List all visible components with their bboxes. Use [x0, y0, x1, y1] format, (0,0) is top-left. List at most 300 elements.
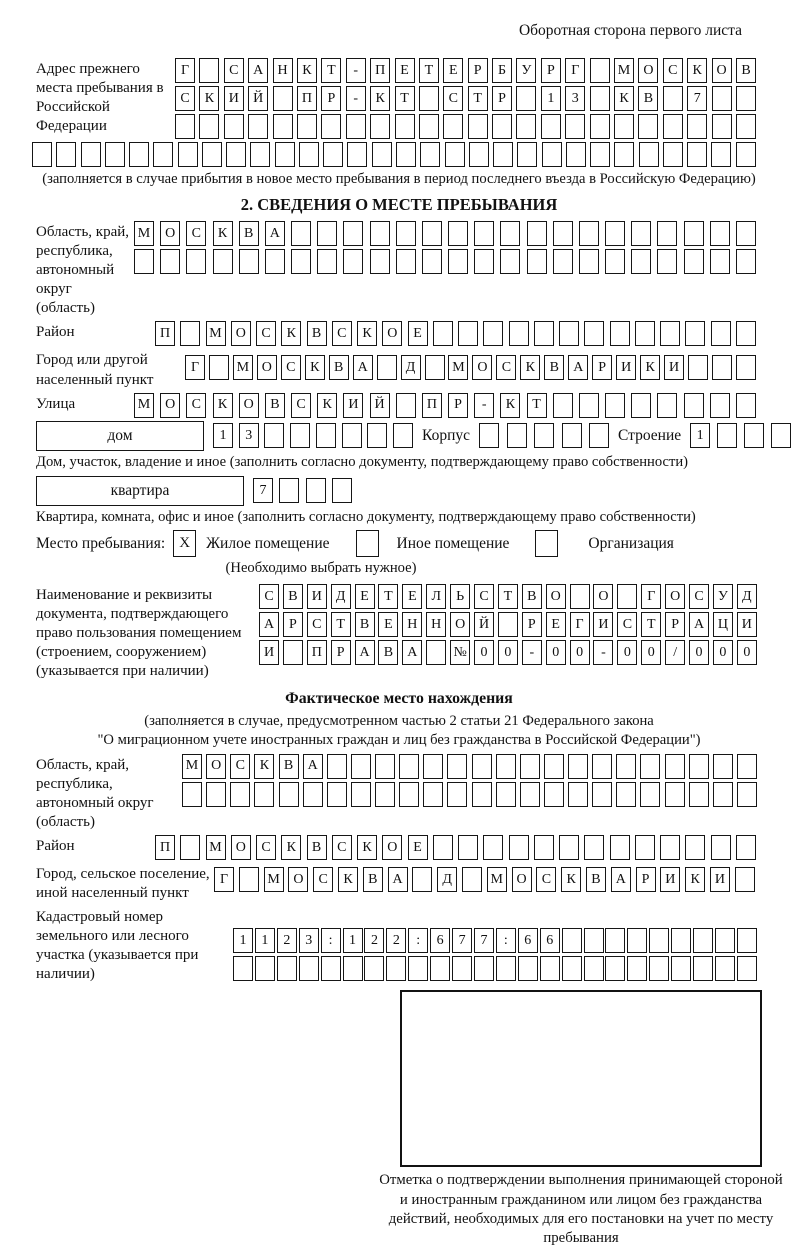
char-cell[interactable]: 0 — [498, 640, 518, 665]
char-cell[interactable] — [737, 928, 757, 953]
char-cell[interactable] — [568, 782, 588, 807]
char-cell[interactable]: В — [363, 867, 383, 892]
char-cell[interactable] — [290, 423, 310, 448]
char-cell[interactable]: А — [259, 612, 279, 637]
char-cell[interactable]: К — [357, 835, 377, 860]
char-cell[interactable] — [396, 221, 416, 246]
char-cell[interactable] — [175, 114, 195, 139]
char-cell[interactable] — [665, 754, 685, 779]
char-cell[interactable]: И — [664, 355, 684, 380]
char-cell[interactable] — [351, 782, 371, 807]
char-cell[interactable] — [445, 142, 465, 167]
char-cell[interactable] — [474, 221, 494, 246]
char-cell[interactable]: : — [321, 928, 341, 953]
char-cell[interactable] — [584, 928, 604, 953]
char-cell[interactable] — [737, 956, 757, 981]
char-cell[interactable] — [520, 782, 540, 807]
char-cell[interactable] — [386, 956, 406, 981]
char-cell[interactable] — [370, 249, 390, 274]
char-cell[interactable]: 0 — [474, 640, 494, 665]
char-cell[interactable]: И — [224, 86, 244, 111]
stay-option-residential-checkbox[interactable] — [173, 530, 196, 557]
char-cell[interactable] — [685, 321, 705, 346]
char-cell[interactable]: К — [687, 58, 707, 83]
char-cell[interactable] — [472, 754, 492, 779]
char-cell[interactable]: М — [134, 393, 154, 418]
char-cell[interactable] — [737, 754, 757, 779]
char-cell[interactable]: 2 — [364, 928, 384, 953]
char-cell[interactable] — [430, 956, 450, 981]
char-cell[interactable] — [458, 321, 478, 346]
char-cell[interactable] — [717, 423, 737, 448]
char-cell[interactable] — [468, 114, 488, 139]
char-cell[interactable] — [590, 114, 610, 139]
char-cell[interactable] — [635, 321, 655, 346]
char-cell[interactable] — [610, 321, 630, 346]
char-cell[interactable]: Т — [527, 393, 547, 418]
char-cell[interactable] — [299, 142, 319, 167]
char-cell[interactable] — [180, 835, 200, 860]
char-cell[interactable] — [616, 782, 636, 807]
char-cell[interactable]: X — [173, 530, 196, 557]
char-cell[interactable] — [317, 221, 337, 246]
char-cell[interactable]: М — [206, 835, 226, 860]
char-cell[interactable] — [507, 423, 527, 448]
char-cell[interactable] — [346, 114, 366, 139]
char-cell[interactable]: С — [259, 584, 279, 609]
char-cell[interactable]: Г — [641, 584, 661, 609]
char-cell[interactable]: О — [382, 835, 402, 860]
char-cell[interactable]: В — [265, 393, 285, 418]
char-cell[interactable]: К — [561, 867, 581, 892]
char-cell[interactable]: А — [689, 612, 709, 637]
char-cell[interactable]: 1 — [690, 423, 710, 448]
char-cell[interactable] — [347, 142, 367, 167]
char-cell[interactable]: Г — [570, 612, 590, 637]
char-cell[interactable]: О — [472, 355, 492, 380]
char-cell[interactable]: Т — [641, 612, 661, 637]
char-cell[interactable] — [279, 478, 299, 503]
char-cell[interactable] — [317, 249, 337, 274]
char-cell[interactable] — [447, 754, 467, 779]
char-cell[interactable]: О — [450, 612, 470, 637]
char-cell[interactable] — [689, 782, 709, 807]
char-cell[interactable]: Н — [426, 612, 446, 637]
char-cell[interactable]: К — [297, 58, 317, 83]
char-cell[interactable]: О — [512, 867, 532, 892]
char-cell[interactable]: Г — [175, 58, 195, 83]
char-cell[interactable]: 6 — [518, 928, 538, 953]
char-cell[interactable]: С — [496, 355, 516, 380]
char-cell[interactable]: Р — [592, 355, 612, 380]
char-cell[interactable]: 1 — [343, 928, 363, 953]
char-cell[interactable]: 0 — [546, 640, 566, 665]
char-cell[interactable]: А — [265, 221, 285, 246]
char-cell[interactable] — [562, 928, 582, 953]
char-cell[interactable] — [541, 114, 561, 139]
char-cell[interactable] — [343, 221, 363, 246]
char-cell[interactable]: М — [182, 754, 202, 779]
char-cell[interactable] — [178, 142, 198, 167]
char-cell[interactable] — [671, 928, 691, 953]
char-cell[interactable]: А — [355, 640, 375, 665]
char-cell[interactable]: В — [307, 321, 327, 346]
char-cell[interactable] — [399, 782, 419, 807]
char-cell[interactable] — [273, 114, 293, 139]
char-cell[interactable]: А — [248, 58, 268, 83]
char-cell[interactable] — [663, 86, 683, 111]
char-cell[interactable] — [462, 867, 482, 892]
char-cell[interactable] — [684, 249, 704, 274]
char-cell[interactable]: 1 — [213, 423, 233, 448]
char-cell[interactable]: К — [281, 835, 301, 860]
char-cell[interactable] — [479, 423, 499, 448]
char-cell[interactable]: К — [520, 355, 540, 380]
char-cell[interactable] — [640, 782, 660, 807]
char-cell[interactable]: А — [568, 355, 588, 380]
char-cell[interactable] — [448, 221, 468, 246]
char-cell[interactable]: С — [224, 58, 244, 83]
char-cell[interactable]: М — [206, 321, 226, 346]
char-cell[interactable] — [688, 355, 708, 380]
char-cell[interactable] — [579, 393, 599, 418]
char-cell[interactable] — [105, 142, 125, 167]
char-cell[interactable] — [534, 321, 554, 346]
char-cell[interactable]: 0 — [737, 640, 757, 665]
char-cell[interactable] — [408, 956, 428, 981]
char-cell[interactable]: В — [638, 86, 658, 111]
char-cell[interactable] — [553, 393, 573, 418]
char-cell[interactable]: В — [522, 584, 542, 609]
char-cell[interactable]: Т — [468, 86, 488, 111]
char-cell[interactable] — [419, 86, 439, 111]
char-cell[interactable] — [736, 321, 756, 346]
char-cell[interactable] — [323, 142, 343, 167]
char-cell[interactable]: 3 — [239, 423, 259, 448]
char-cell[interactable] — [377, 355, 397, 380]
char-cell[interactable]: Е — [546, 612, 566, 637]
char-cell[interactable] — [472, 782, 492, 807]
char-cell[interactable] — [423, 782, 443, 807]
char-cell[interactable] — [199, 58, 219, 83]
char-cell[interactable]: 7 — [687, 86, 707, 111]
char-cell[interactable]: У — [516, 58, 536, 83]
char-cell[interactable]: 1 — [233, 928, 253, 953]
char-cell[interactable] — [535, 530, 558, 557]
char-cell[interactable]: О — [546, 584, 566, 609]
char-cell[interactable]: М — [264, 867, 284, 892]
char-cell[interactable]: О — [593, 584, 613, 609]
char-cell[interactable] — [493, 142, 513, 167]
char-cell[interactable] — [469, 142, 489, 167]
char-cell[interactable] — [370, 114, 390, 139]
char-cell[interactable] — [713, 754, 733, 779]
char-cell[interactable]: Е — [378, 612, 398, 637]
char-cell[interactable] — [649, 956, 669, 981]
char-cell[interactable]: - — [593, 640, 613, 665]
char-cell[interactable] — [736, 835, 756, 860]
char-cell[interactable]: А — [402, 640, 422, 665]
char-cell[interactable]: Й — [248, 86, 268, 111]
char-cell[interactable]: Т — [321, 58, 341, 83]
char-cell[interactable] — [474, 249, 494, 274]
char-cell[interactable] — [422, 221, 442, 246]
char-cell[interactable] — [160, 249, 180, 274]
char-cell[interactable]: П — [155, 321, 175, 346]
char-cell[interactable] — [199, 114, 219, 139]
char-cell[interactable] — [500, 221, 520, 246]
char-cell[interactable]: А — [388, 867, 408, 892]
char-cell[interactable] — [584, 835, 604, 860]
char-cell[interactable] — [736, 355, 756, 380]
char-cell[interactable]: П — [155, 835, 175, 860]
char-cell[interactable] — [255, 956, 275, 981]
stay-option-organization-checkbox[interactable] — [535, 530, 558, 557]
char-cell[interactable] — [631, 249, 651, 274]
char-cell[interactable] — [584, 956, 604, 981]
char-cell[interactable] — [693, 928, 713, 953]
char-cell[interactable]: О — [206, 754, 226, 779]
char-cell[interactable] — [343, 956, 363, 981]
char-cell[interactable] — [496, 956, 516, 981]
char-cell[interactable] — [534, 835, 554, 860]
char-cell[interactable]: К — [370, 86, 390, 111]
char-cell[interactable] — [474, 956, 494, 981]
char-cell[interactable] — [367, 423, 387, 448]
char-cell[interactable] — [433, 835, 453, 860]
char-cell[interactable]: - — [474, 393, 494, 418]
char-cell[interactable]: К — [614, 86, 634, 111]
char-cell[interactable]: 0 — [689, 640, 709, 665]
char-cell[interactable]: С — [291, 393, 311, 418]
char-cell[interactable]: С — [689, 584, 709, 609]
char-cell[interactable]: В — [239, 221, 259, 246]
char-cell[interactable] — [693, 956, 713, 981]
char-cell[interactable]: Р — [541, 58, 561, 83]
char-cell[interactable]: О — [288, 867, 308, 892]
char-cell[interactable]: В — [544, 355, 564, 380]
char-cell[interactable] — [605, 249, 625, 274]
char-cell[interactable] — [483, 321, 503, 346]
char-cell[interactable] — [224, 114, 244, 139]
char-cell[interactable]: И — [259, 640, 279, 665]
char-cell[interactable]: В — [378, 640, 398, 665]
char-cell[interactable] — [684, 221, 704, 246]
char-cell[interactable] — [509, 321, 529, 346]
char-cell[interactable] — [771, 423, 791, 448]
char-cell[interactable]: М — [134, 221, 154, 246]
char-cell[interactable]: 0 — [713, 640, 733, 665]
char-cell[interactable]: И — [307, 584, 327, 609]
char-cell[interactable]: Л — [426, 584, 446, 609]
char-cell[interactable] — [492, 114, 512, 139]
char-cell[interactable] — [425, 355, 445, 380]
char-cell[interactable]: Д — [737, 584, 757, 609]
char-cell[interactable] — [275, 142, 295, 167]
char-cell[interactable]: С — [536, 867, 556, 892]
char-cell[interactable]: Д — [437, 867, 457, 892]
char-cell[interactable] — [399, 754, 419, 779]
char-cell[interactable] — [736, 86, 756, 111]
char-cell[interactable]: 3 — [299, 928, 319, 953]
char-cell[interactable] — [542, 142, 562, 167]
char-cell[interactable] — [544, 754, 564, 779]
char-cell[interactable] — [423, 754, 443, 779]
char-cell[interactable] — [297, 114, 317, 139]
char-cell[interactable] — [364, 956, 384, 981]
char-cell[interactable] — [443, 114, 463, 139]
char-cell[interactable]: 7 — [452, 928, 472, 953]
char-cell[interactable]: 0 — [617, 640, 637, 665]
char-cell[interactable] — [737, 782, 757, 807]
char-cell[interactable]: К — [254, 754, 274, 779]
char-cell[interactable] — [299, 956, 319, 981]
char-cell[interactable]: Р — [468, 58, 488, 83]
char-cell[interactable]: О — [665, 584, 685, 609]
char-cell[interactable] — [685, 835, 705, 860]
char-cell[interactable] — [129, 142, 149, 167]
char-cell[interactable] — [375, 754, 395, 779]
char-cell[interactable] — [342, 423, 362, 448]
char-cell[interactable] — [483, 835, 503, 860]
char-cell[interactable]: Р — [321, 86, 341, 111]
char-cell[interactable] — [570, 584, 590, 609]
char-cell[interactable] — [617, 584, 637, 609]
char-cell[interactable]: М — [233, 355, 253, 380]
char-cell[interactable]: О — [712, 58, 732, 83]
char-cell[interactable]: К — [338, 867, 358, 892]
char-cell[interactable] — [134, 249, 154, 274]
char-cell[interactable] — [590, 58, 610, 83]
char-cell[interactable] — [433, 321, 453, 346]
char-cell[interactable]: К — [199, 86, 219, 111]
char-cell[interactable] — [517, 142, 537, 167]
char-cell[interactable]: С — [474, 584, 494, 609]
char-cell[interactable] — [422, 249, 442, 274]
char-cell[interactable] — [527, 221, 547, 246]
char-cell[interactable]: С — [186, 393, 206, 418]
house-type-box[interactable]: дом — [36, 421, 204, 451]
char-cell[interactable]: Г — [565, 58, 585, 83]
apartment-type-box[interactable]: квартира — [36, 476, 244, 506]
char-cell[interactable] — [565, 114, 585, 139]
char-cell[interactable] — [744, 423, 764, 448]
char-cell[interactable] — [715, 928, 735, 953]
char-cell[interactable] — [419, 114, 439, 139]
char-cell[interactable] — [303, 782, 323, 807]
char-cell[interactable] — [715, 956, 735, 981]
char-cell[interactable]: Д — [401, 355, 421, 380]
char-cell[interactable] — [711, 142, 731, 167]
char-cell[interactable]: М — [487, 867, 507, 892]
char-cell[interactable] — [590, 142, 610, 167]
char-cell[interactable]: О — [160, 221, 180, 246]
char-cell[interactable]: О — [231, 321, 251, 346]
char-cell[interactable]: Р — [636, 867, 656, 892]
char-cell[interactable] — [649, 928, 669, 953]
char-cell[interactable] — [516, 114, 536, 139]
char-cell[interactable] — [396, 142, 416, 167]
char-cell[interactable] — [663, 142, 683, 167]
char-cell[interactable] — [250, 142, 270, 167]
char-cell[interactable] — [559, 321, 579, 346]
char-cell[interactable] — [562, 423, 582, 448]
char-cell[interactable] — [605, 221, 625, 246]
char-cell[interactable]: С — [256, 835, 276, 860]
char-cell[interactable] — [592, 754, 612, 779]
char-cell[interactable]: 7 — [474, 928, 494, 953]
char-cell[interactable]: И — [737, 612, 757, 637]
char-cell[interactable] — [671, 956, 691, 981]
char-cell[interactable] — [684, 393, 704, 418]
char-cell[interactable]: 6 — [430, 928, 450, 953]
stay-option-other-checkbox[interactable] — [356, 530, 379, 557]
char-cell[interactable]: Р — [448, 393, 468, 418]
char-cell[interactable]: К — [357, 321, 377, 346]
char-cell[interactable]: : — [496, 928, 516, 953]
char-cell[interactable]: У — [713, 584, 733, 609]
char-cell[interactable]: О — [257, 355, 277, 380]
char-cell[interactable]: В — [586, 867, 606, 892]
char-cell[interactable] — [711, 321, 731, 346]
char-cell[interactable] — [265, 249, 285, 274]
char-cell[interactable]: 2 — [277, 928, 297, 953]
char-cell[interactable] — [153, 142, 173, 167]
char-cell[interactable] — [689, 754, 709, 779]
char-cell[interactable] — [396, 393, 416, 418]
char-cell[interactable] — [735, 867, 755, 892]
char-cell[interactable] — [316, 423, 336, 448]
char-cell[interactable]: Г — [185, 355, 205, 380]
char-cell[interactable]: 3 — [565, 86, 585, 111]
char-cell[interactable]: К — [213, 221, 233, 246]
char-cell[interactable]: Е — [402, 584, 422, 609]
char-cell[interactable] — [180, 321, 200, 346]
char-cell[interactable] — [182, 782, 202, 807]
char-cell[interactable] — [736, 142, 756, 167]
char-cell[interactable] — [213, 249, 233, 274]
char-cell[interactable]: С — [307, 612, 327, 637]
char-cell[interactable]: Р — [665, 612, 685, 637]
char-cell[interactable]: - — [346, 86, 366, 111]
char-cell[interactable] — [736, 221, 756, 246]
char-cell[interactable]: В — [736, 58, 756, 83]
char-cell[interactable] — [321, 956, 341, 981]
char-cell[interactable] — [559, 835, 579, 860]
char-cell[interactable]: Т — [395, 86, 415, 111]
char-cell[interactable]: П — [307, 640, 327, 665]
char-cell[interactable] — [291, 249, 311, 274]
char-cell[interactable]: Е — [443, 58, 463, 83]
char-cell[interactable]: С — [443, 86, 463, 111]
char-cell[interactable]: Т — [498, 584, 518, 609]
char-cell[interactable] — [665, 782, 685, 807]
char-cell[interactable] — [448, 249, 468, 274]
char-cell[interactable] — [639, 142, 659, 167]
char-cell[interactable] — [711, 835, 731, 860]
char-cell[interactable] — [452, 956, 472, 981]
char-cell[interactable] — [687, 114, 707, 139]
char-cell[interactable] — [589, 423, 609, 448]
char-cell[interactable]: 0 — [570, 640, 590, 665]
char-cell[interactable] — [500, 249, 520, 274]
char-cell[interactable]: И — [616, 355, 636, 380]
char-cell[interactable]: Н — [273, 58, 293, 83]
char-cell[interactable] — [616, 754, 636, 779]
char-cell[interactable]: Т — [331, 612, 351, 637]
char-cell[interactable] — [420, 142, 440, 167]
char-cell[interactable] — [209, 355, 229, 380]
